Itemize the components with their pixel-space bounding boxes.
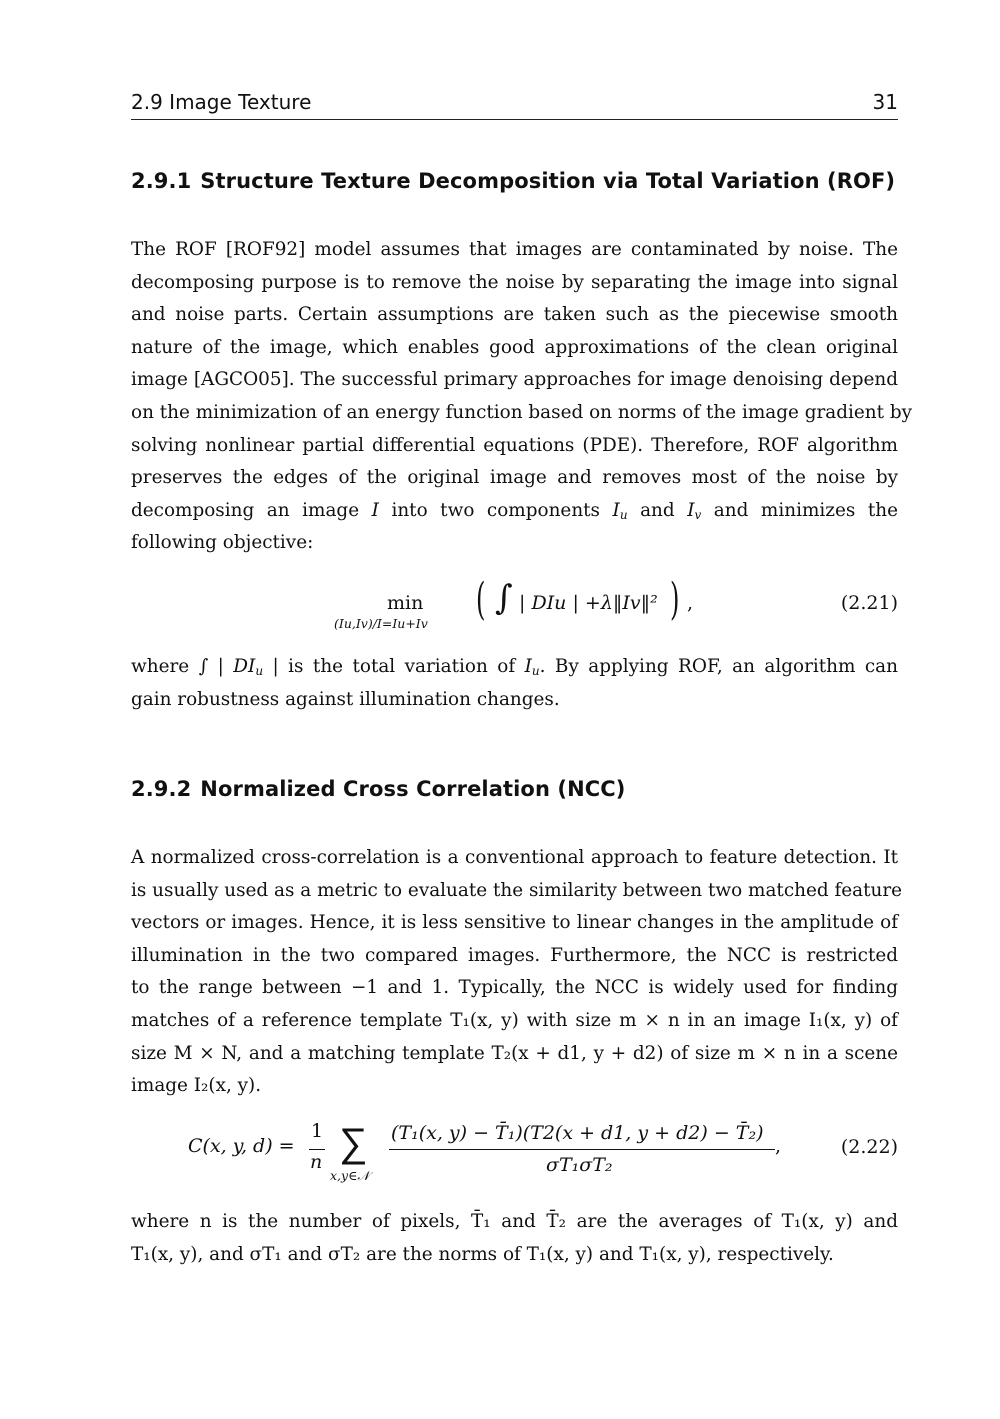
paragraph-rof-after [131,651,898,716]
ncc-numerator: (T₁(x, y) − T̄₁)(T2(x + d1, y + d2) − T̄₂) [391,1122,764,1144]
equation-number: (2.21) [840,592,898,614]
running-header [131,88,898,120]
text-line: A normalized cross-correlation is a conventional approach to feature detection. It [131,847,898,868]
paragraph-rof-intro [131,234,913,560]
equation-body: | DIu | +λ‖Iv‖² [519,592,658,614]
text-line: image [AGCO05]. The successful primary approaches for image denoising depend [131,369,898,391]
fraction-numerator: 1 [311,1120,324,1142]
equation-comma: , [687,592,694,614]
integral-sign: ∫ [495,578,513,618]
text-line: where ∫ | $DI_u$ | is the total variation of $I_u$. By applying ROF, an algorithm can [131,656,898,678]
page-number: 31 [872,90,898,114]
text-line: nature of the image, which enables good approximations of the clean original [131,336,898,358]
min-operator: min [387,592,424,614]
text-line: to the range between −1 and 1. Typically, the NCC is widely used for finding [131,977,898,999]
section-heading-rof [131,169,895,193]
text-line: decomposing an image I into two components $I_u$ and $I_v$ and minimizes the [131,499,898,522]
fraction-bar [309,1149,325,1150]
right-paren: ) [670,574,680,625]
text-line: size M × N, and a matching template T₂(x + d1, y + d2) of size m × n in a scene [131,1042,898,1064]
text-line: The ROF [ROF92] model assumes that images are contaminated by noise. The [131,239,898,260]
section-heading-ncc [131,777,626,801]
equation-2-21 [334,574,754,638]
summation-sign: ∑ [339,1120,368,1166]
text-line: solving nonlinear partial differential equations (PDE). Therefore, ROF algorithm [131,434,898,456]
text-line: vectors or images. Hence, it is less sensitive to linear changes in the amplitude of [131,912,898,934]
text-line: following objective: [131,532,314,554]
text-line: decomposing purpose is to remove the noise by separating the image into signal [131,271,898,293]
fraction-denominator: n [310,1151,323,1173]
text-line: T₁(x, y), and σT₁ and σT₂ are the norms of T₁(x, y) and T₁(x, y), respectively. [131,1243,834,1265]
paragraph-ncc-intro [131,842,903,1103]
section-number: 2.9.1 [131,169,192,193]
text-line: gain robustness against illumination changes. [131,688,560,710]
equation-comma: , [775,1135,782,1157]
text-line: where n is the number of pixels, T̄₁ and T̄₂ are the averages of T₁(x, y) and [131,1211,898,1232]
section-number: 2.9.2 [131,777,192,801]
ncc-fraction-bar [389,1149,775,1150]
text-line: on the minimization of an energy function based on norms of the image gradient by [131,401,913,423]
left-paren: ( [476,574,486,625]
equation-lhs: C(x, y, d) = [188,1135,295,1157]
text-line: illumination in the two compared images. Furthermore, the NCC is restricted [131,944,898,966]
summation-subscript: x,y∈𝒩 [330,1168,370,1183]
header-section-title: 2.9 Image Texture [131,90,312,114]
text-line: and noise parts. Certain assumptions are taken such as the piecewise smooth [131,304,898,326]
paragraph-ncc-after [131,1206,898,1271]
equation-2-22 [188,1120,808,1190]
section-title: Structure Texture Decomposition via Total Variation (ROF) [200,169,896,193]
section-title: Normalized Cross Correlation (NCC) [200,777,626,801]
ncc-denominator: σT₁σT₂ [546,1154,613,1176]
text-line: image I₂(x, y). [131,1075,262,1097]
text-line: is usually used as a metric to evaluate the similarity between two matched feature [131,879,903,901]
text-line: matches of a reference template T₁(x, y) with size m × n in an image I₁(x, y) of [131,1009,898,1031]
equation-number: (2.22) [840,1136,898,1158]
text-line: preserves the edges of the original image and removes most of the noise by [131,467,898,489]
min-subscript: (Iu,Iv)/I=Iu+Iv [334,616,428,631]
